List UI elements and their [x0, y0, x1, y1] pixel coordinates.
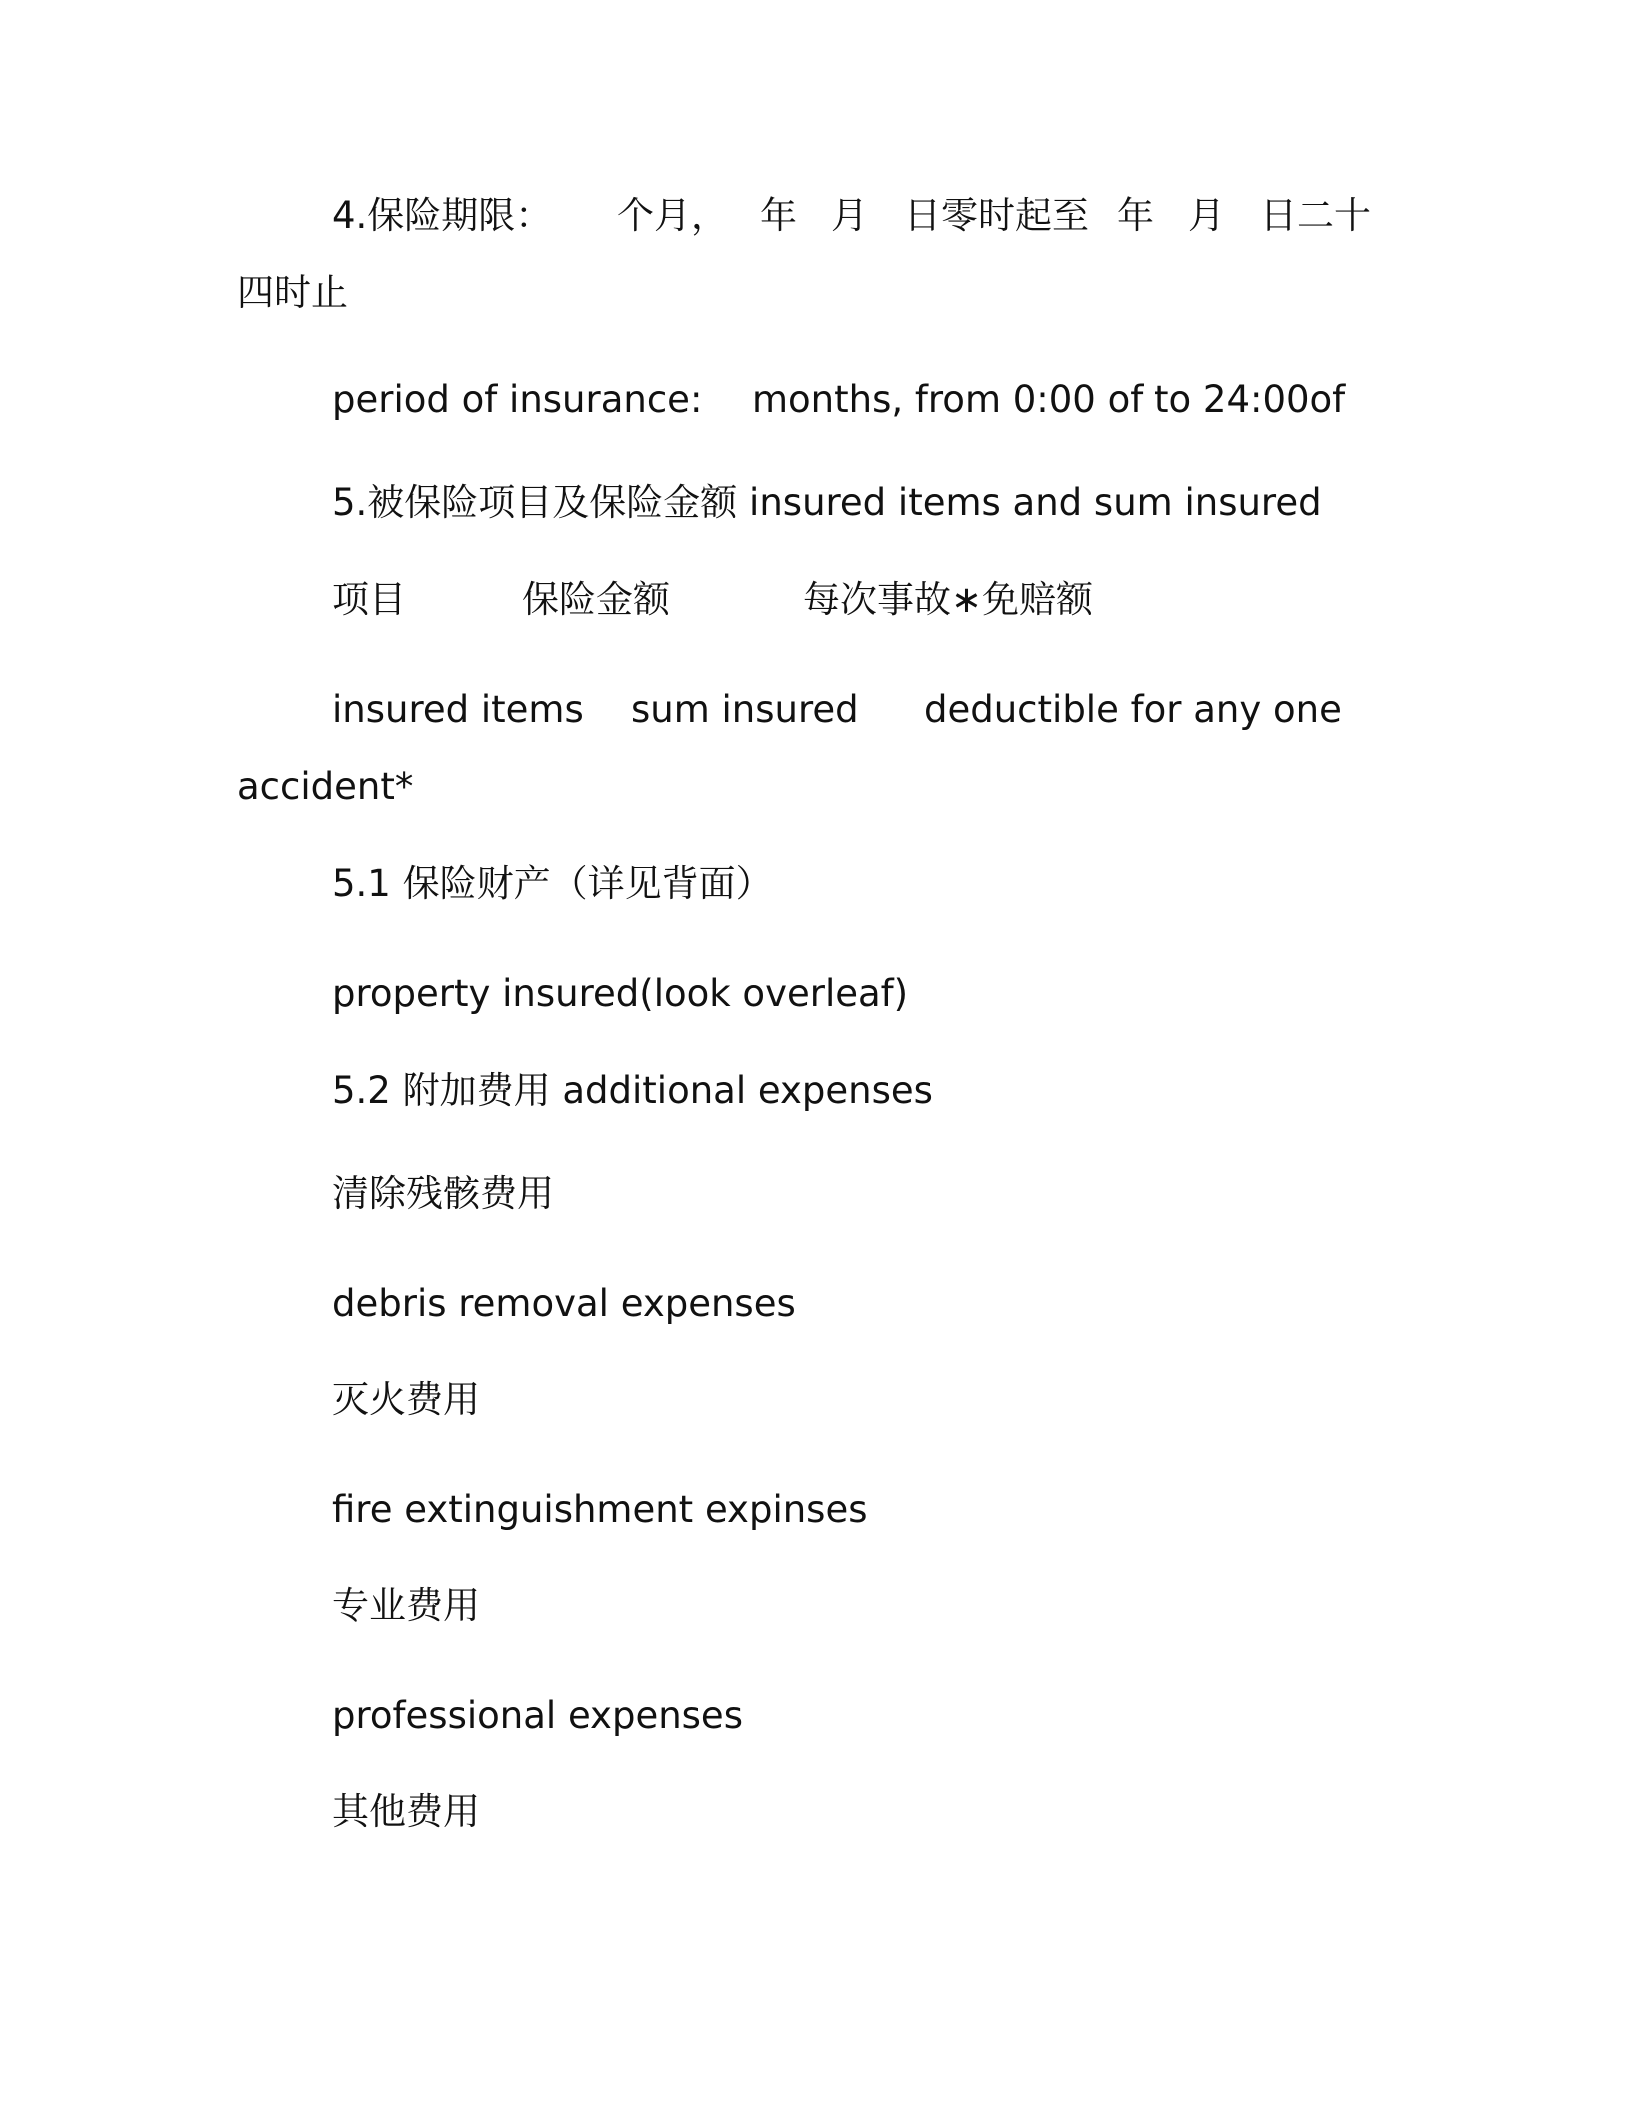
expense-item-zh: 其他费用 [332, 1790, 480, 1833]
start-month-label-zh: 月 [831, 194, 868, 237]
months-from-label: months, from 0:00 of [752, 378, 1144, 421]
expense-item-zh: 灭火费用 [332, 1378, 480, 1421]
col-header-sum-en: sum insured [631, 688, 859, 731]
months-label-zh: 个月， [617, 194, 728, 237]
section5-heading: 5.被保险项目及保险金额 insured items and sum insured [332, 481, 1322, 524]
end-day-label-zh: 日二十 [1260, 194, 1371, 237]
expense-item-en: debris removal expenses [332, 1282, 796, 1325]
expense-item-en: professional expenses [332, 1694, 743, 1737]
col-header-deductible-zh: 每次事故∗免赔额 [803, 578, 1094, 621]
insurance-period-zh-line [0, 194, 1632, 242]
period-of-insurance-label: period of insurance: [332, 378, 703, 421]
section5-1-en: property insured(look overleaf) [332, 972, 909, 1015]
insurance-period-zh-wrap: 四时止 [237, 271, 348, 314]
section5-1-zh: 5.1 保险财产（详见背面） [332, 862, 773, 905]
to-time-label: to 24:00of [1154, 378, 1346, 421]
table-header-zh [0, 578, 1632, 626]
end-month-label-zh: 月 [1188, 194, 1225, 237]
col-header-items-en: insured items [332, 688, 584, 731]
col-header-sum-zh: 保险金额 [522, 578, 670, 621]
expense-item-zh: 专业费用 [332, 1584, 480, 1627]
expense-item-zh: 清除残骸费用 [332, 1172, 554, 1215]
start-day-label-zh: 日零时起至 [904, 194, 1089, 237]
table-header-en-wrap: accident* [237, 765, 414, 808]
section5-2-heading: 5.2 附加费用 additional expenses [332, 1069, 933, 1112]
col-header-items-zh: 项目 [332, 578, 406, 621]
start-year-label-zh: 年 [760, 194, 797, 237]
col-header-deductible-en: deductible for any one [924, 688, 1342, 731]
table-header-en [0, 688, 1632, 736]
insurance-period-label-zh: 4.保险期限： [332, 194, 553, 237]
expense-item-en: fire extinguishment expinses [332, 1488, 868, 1531]
insurance-period-en-line [0, 378, 1632, 426]
end-year-label-zh: 年 [1117, 194, 1154, 237]
